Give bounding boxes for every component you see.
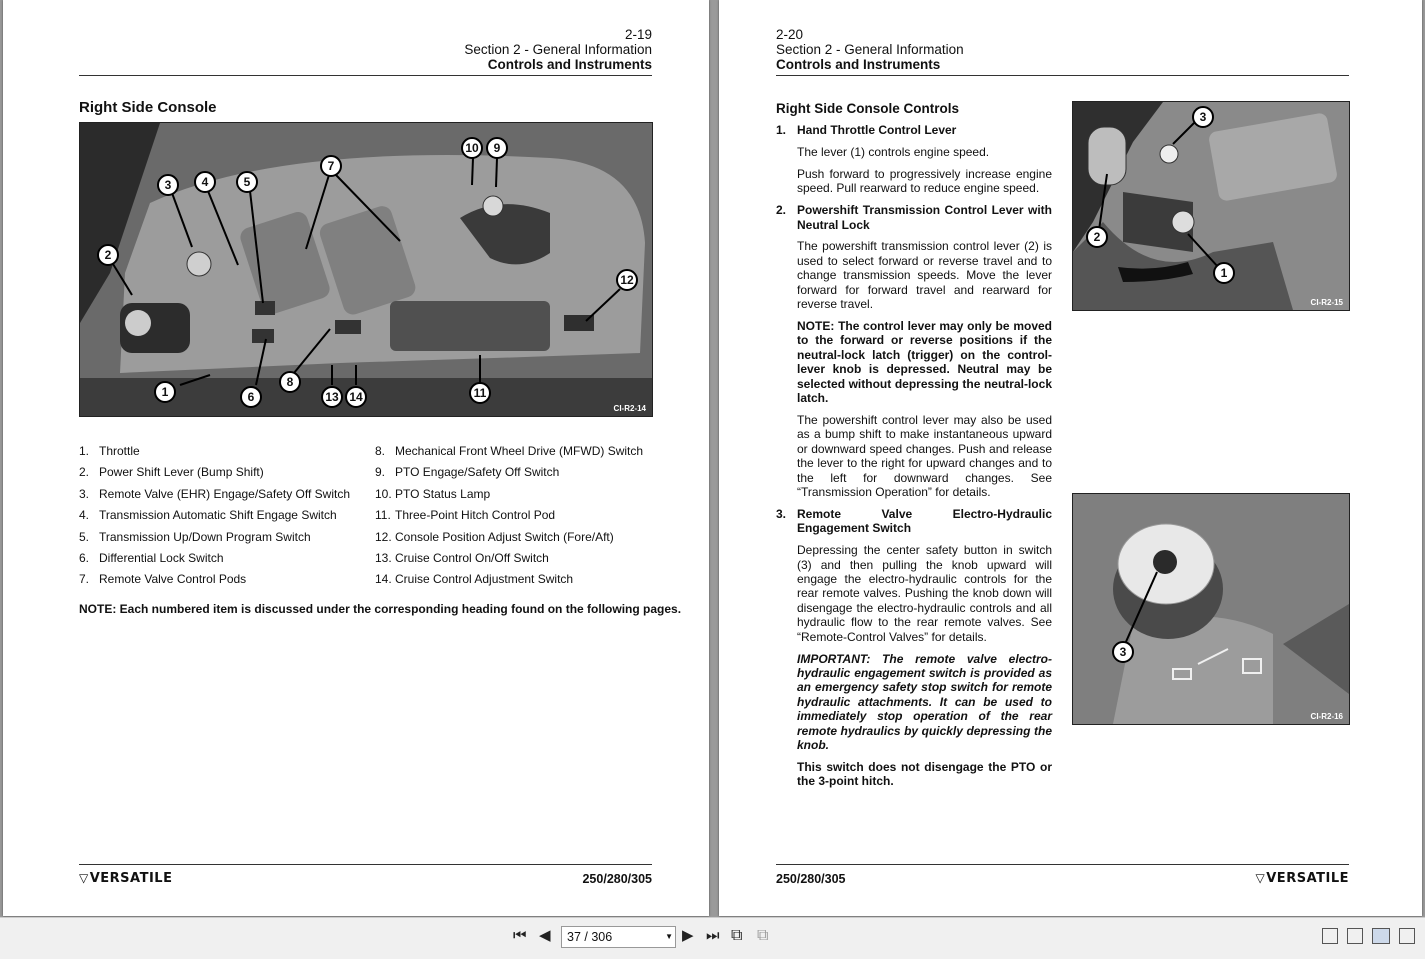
item-3-important: IMPORTANT: The remote valve electro-hydraulic engagement switch is provided as an emergency safety stop switch for remote hydraulic attachments. It can be used to immediately stop operation of the rear remote hydraulics by quickly depressing the knob. [797, 651, 1052, 752]
legend-item: 14. Cruise Control Adjustment Switch [375, 572, 574, 587]
item-2-title: 2. Powershift Transmission Control Lever with Neutral Lock [776, 203, 1052, 232]
legend-right [375, 444, 643, 594]
callout-3: 3 [157, 174, 179, 196]
page-number: 2-20 [776, 27, 804, 42]
item-1-paragraph: The lever (1) controls engine speed. [797, 144, 990, 159]
callout-14: 14 [345, 386, 367, 408]
page-number: 2-19 [624, 27, 652, 42]
header-rule [79, 75, 652, 76]
image-code: CI-R2-14 [613, 404, 646, 413]
page-layout-2-icon[interactable]: ⧉ [757, 927, 769, 944]
subsection-title: Controls and Instruments [487, 57, 652, 72]
legend-left [79, 444, 350, 594]
callout-7: 7 [320, 155, 342, 177]
model-number: 250/280/305 [776, 872, 846, 886]
callout-4: 4 [194, 171, 216, 193]
callout-1: 1 [154, 381, 176, 403]
subsection-title: Controls and Instruments [776, 57, 941, 72]
lever-photo [1072, 101, 1350, 311]
photo1-callout-3: 3 [1192, 106, 1214, 128]
switch-photo [1072, 493, 1350, 725]
page-layout-icon[interactable]: ⧉ [731, 927, 743, 944]
image-code: CI-R2-15 [1310, 298, 1343, 307]
callout-10: 10 [461, 137, 483, 159]
page-number-input[interactable]: 37 / 306 ▼ [561, 926, 676, 948]
legend-item: 7. Remote Valve Control Pods [79, 572, 247, 587]
brand-mark-icon: ▽ [1255, 871, 1266, 885]
left-page [3, 0, 709, 916]
callout-8: 8 [279, 371, 301, 393]
legend-item: 1. Throttle [79, 444, 140, 458]
item-3-paragraph: This switch does not disengage the PTO or the 3-point hitch. [797, 759, 1052, 789]
page-header [776, 27, 964, 72]
page-heading: Right Side Console [79, 99, 217, 116]
prev-page-icon[interactable]: ◀ [539, 927, 551, 944]
item-2-note: NOTE: The control lever may only be moved to the forward or reverse positions if the neutral-lock latch (trigger) on the control-lever knob is depressed. Neutral may be selected without depressing the neutral-lock latch. [797, 318, 1052, 405]
console-illustration [80, 123, 652, 416]
item-2-paragraph: The powershift control lever may also be used as a bump shift to make instantaneous upward or downward speed changes. Push and release the lever to the right for upward changes and to the left for downward changes. See “Transmission Operation” for details. [797, 412, 1052, 499]
first-page-icon[interactable]: ⏮ [513, 927, 527, 944]
page-header [464, 27, 652, 72]
callout-9: 9 [486, 137, 508, 159]
brand-logo: ▽VERSATILE [1255, 871, 1349, 886]
continuous-view-icon[interactable] [1347, 928, 1363, 944]
callout-5: 5 [236, 171, 258, 193]
brand-mark-icon: ▽ [79, 871, 89, 885]
legend-item: 13. Cruise Control On/Off Switch [375, 550, 549, 565]
switch-illustration [1073, 494, 1349, 724]
console-photo [79, 122, 653, 417]
photo1-callout-2: 2 [1086, 226, 1108, 248]
model-number: 250/280/305 [582, 872, 652, 886]
two-page-continuous-view-icon[interactable] [1399, 928, 1415, 944]
section-title: Section 2 - General Information [464, 42, 652, 57]
text-column [776, 123, 1052, 796]
legend-item: 10. PTO Status Lamp [375, 486, 491, 501]
item-3-paragraph: Depressing the center safety button in switch (3) and then pulling the knob upward will engage the electro-hydraulic controls for the rear remote valves. Pushing the knob down will disengage the electro-hydraulic controls and all hydraulic flow to the rear remote valves. See “Remote-Control Valves” for details. [797, 543, 1052, 644]
note-text: NOTE: Each numbered item is discussed under the corresponding heading found on the following pages. [79, 602, 682, 616]
right-page [719, 0, 1422, 916]
callout-11: 11 [469, 382, 491, 404]
item-2-paragraph: The powershift transmission control lever (2) is used to select forward or reverse travel and to change transmission speeds. Move the lever forward for forward travel and rearward for reverse travel. [797, 239, 1052, 312]
item-1-paragraph: Push forward to progressively increase engine speed. Pull rearward to reduce engine speed. [797, 166, 1052, 196]
legend-item: 2. Power Shift Lever (Bump Shift) [79, 465, 264, 480]
image-code: CI-R2-16 [1310, 712, 1343, 721]
legend-item: 4. Transmission Automatic Shift Engage Switch [79, 508, 337, 523]
footer-rule [776, 864, 1349, 865]
item-3-title: 3. Remote Valve Electro-Hydraulic Engagement Switch [776, 506, 1052, 536]
last-page-icon[interactable]: ⏭ [706, 927, 720, 944]
legend-item: 9. PTO Engage/Safety Off Switch [375, 465, 560, 480]
next-page-icon[interactable]: ▶ [682, 927, 694, 944]
chevron-down-icon[interactable]: ▼ [665, 932, 673, 941]
lever-illustration [1073, 102, 1349, 310]
header-rule [776, 75, 1349, 76]
callout-6: 6 [240, 386, 262, 408]
legend-item: 8. Mechanical Front Wheel Drive (MFWD) Switch [375, 444, 644, 458]
section-title: Section 2 - General Information [776, 42, 964, 57]
legend-item: 5. Transmission Up/Down Program Switch [79, 529, 311, 544]
photo1-callout-1: 1 [1213, 262, 1235, 284]
two-page-view-icon[interactable] [1372, 928, 1390, 944]
brand-logo: ▽VERSATILE [79, 871, 173, 886]
legend-item: 12. Console Position Adjust Switch (Fore/Aft) [375, 529, 614, 544]
page-heading: Right Side Console Controls [776, 101, 960, 116]
legend-item: 3. Remote Valve (EHR) Engage/Safety Off Switch [79, 486, 350, 501]
photo2-callout-3: 3 [1112, 641, 1134, 663]
footer-rule [79, 864, 652, 865]
callout-12: 12 [616, 269, 638, 291]
callout-2: 2 [97, 244, 119, 266]
callout-13: 13 [321, 386, 343, 408]
legend-item: 11. Three-Point Hitch Control Pod [375, 508, 556, 523]
legend-item: 6. Differential Lock Switch [79, 550, 224, 565]
item-1-title: 1. Hand Throttle Control Lever [776, 123, 957, 137]
single-page-view-icon[interactable] [1322, 928, 1338, 944]
